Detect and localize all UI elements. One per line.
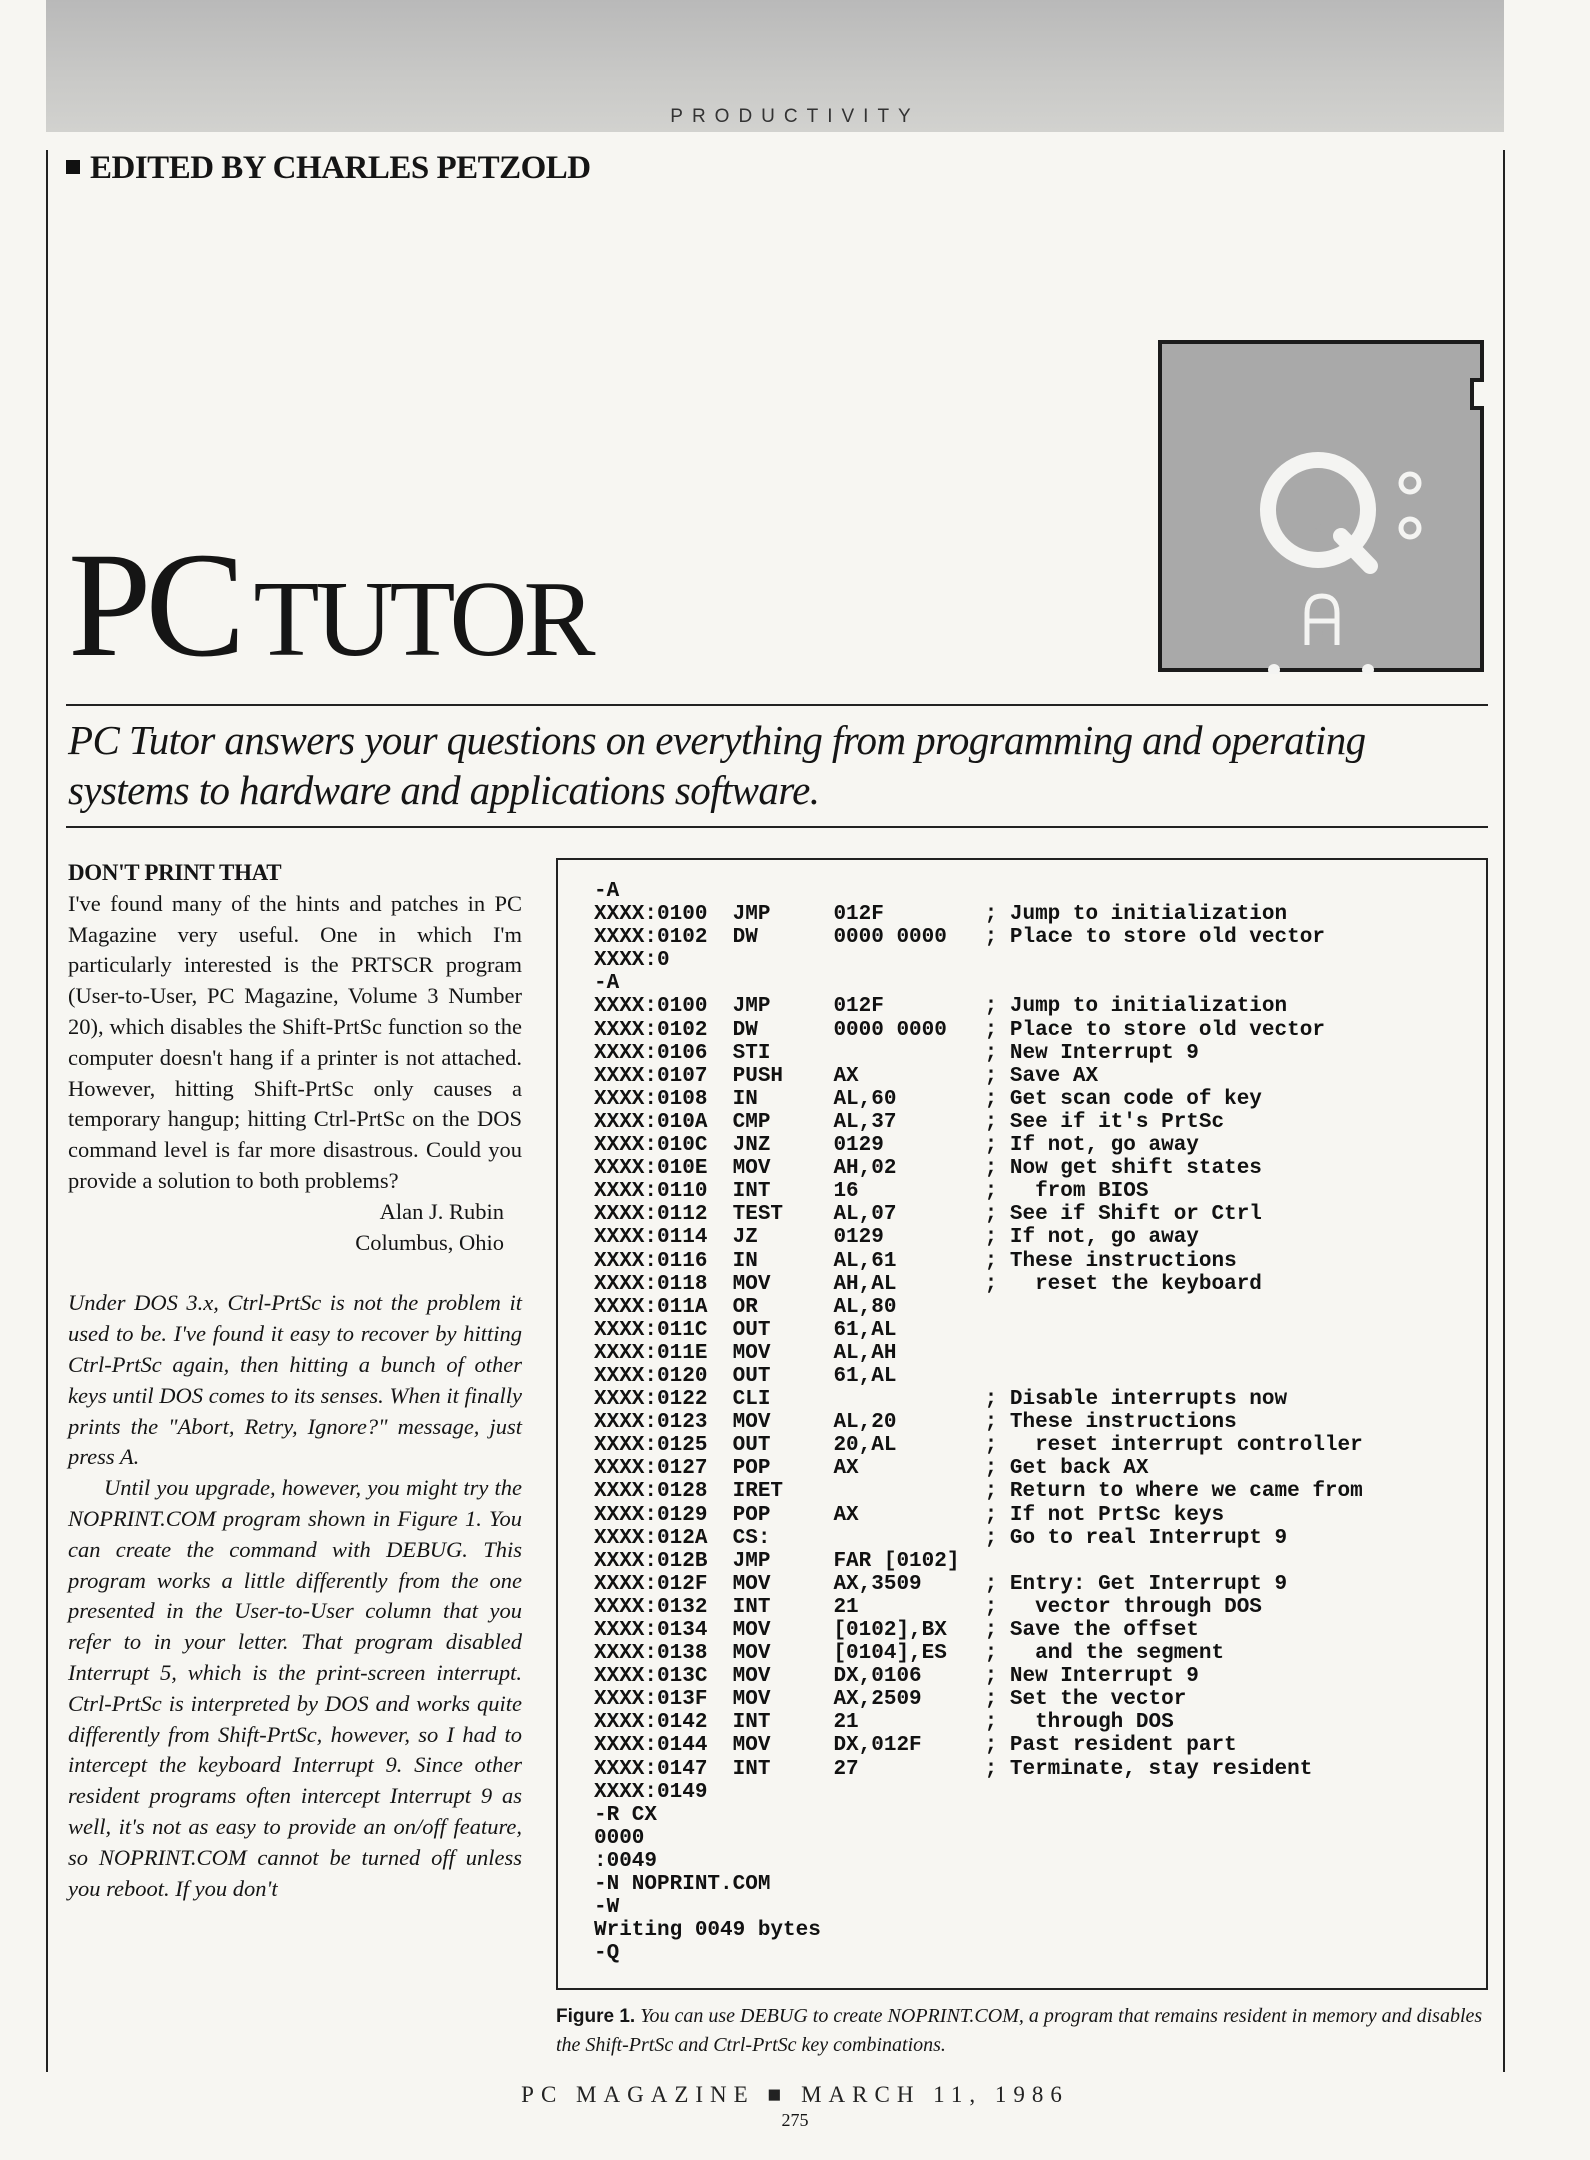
code-line: XXXX:0110 INT 16 ; from BIOS xyxy=(594,1180,1149,1204)
code-line: -N NOPRINT.COM xyxy=(594,1873,771,1897)
code-line: XXXX:0128 IRET ; Return to where we came from xyxy=(594,1480,1363,1504)
bullet-square-icon xyxy=(66,160,80,174)
signature-name: Alan J. Rubin xyxy=(379,1198,504,1224)
code-line: -Q xyxy=(594,1942,620,1966)
caption-label: Figure 1. xyxy=(556,2006,636,2027)
section-label: PRODUCTIVITY xyxy=(670,106,920,127)
edited-by xyxy=(66,150,591,187)
code-line: XXXX:0118 MOV AH,AL ; reset the keyboard xyxy=(594,1272,1262,1296)
code-line: XXXX:010E MOV AH,02 ; Now get shift states xyxy=(594,1157,1262,1181)
answer-paragraph-2: Until you upgrade, however, you might try the NOPRINT.COM program shown in Figure 1. You can create the command with DEBUG. This program works a little differently from the one presented in the User-to-User column that you refer to in your letter. That program disabled Interrupt 5, which is the print-screen interrupt. Ctrl-PrtSc is interpreted by DOS and works quite differently from Shift-PrtSc, however, so I had to intercept the keyboard Interrupt 9. Since other resident programs often intercept Interrupt 9 as well, it's not as easy to provide an on/off feature, so NOPRINT.COM cannot be turned off unless you reboot. If you don't xyxy=(68,1475,522,1901)
code-line: XXXX:0112 TEST AL,07 ; See if Shift or Ctrl xyxy=(594,1203,1262,1227)
code-line: XXXX:0127 POP AX ; Get back AX xyxy=(594,1457,1149,1481)
code-line: XXXX:0106 STI ; New Interrupt 9 xyxy=(594,1041,1199,1065)
code-line: XXXX:0116 IN AL,61 ; These instructions xyxy=(594,1249,1237,1273)
code-line: XXXX:0122 CLI ; Disable interrupts now xyxy=(594,1388,1288,1412)
code-line: XXXX:0 xyxy=(594,949,670,973)
code-line: XXXX:010A CMP AL,37 ; See if it's PrtSc xyxy=(594,1110,1225,1134)
debug-listing xyxy=(594,880,1486,1965)
page-footer: PC MAGAZINE ■ MARCH 11, 1986 xyxy=(521,2082,1069,2107)
code-line: XXXX:0107 PUSH AX ; Save AX xyxy=(594,1064,1099,1088)
code-line: XXXX:0144 MOV DX,012F ; Past resident part xyxy=(594,1734,1237,1758)
paragraph-gap xyxy=(68,1258,522,1288)
code-line: XXXX:011E MOV AL,AH xyxy=(594,1341,897,1365)
caption-text: You can use DEBUG to create NOPRINT.COM, a program that remains resident in memory and disables the Shift-PrtSc and Ctrl-PrtSc key combinations. xyxy=(556,2005,1483,2056)
code-line: -R CX xyxy=(594,1803,658,1827)
answer-paragraph-1: Under DOS 3.x, Ctrl-PrtSc is not the problem it used to be. I've found it easy to recover by hitting Ctrl-PrtSc again, then hitting a bunch of other keys until DOS comes to its senses. When it finally prints the "Abort, Retry, Ignore?" message, just press A. xyxy=(68,1290,522,1470)
code-line: XXXX:0147 INT 27 ; Terminate, stay resident xyxy=(594,1757,1313,1781)
code-line: -A xyxy=(594,972,620,996)
logo-q-letter: Q xyxy=(1314,522,1322,533)
signature-place: Columbus, Ohio xyxy=(355,1229,504,1255)
code-line: XXXX:0123 MOV AL,20 ; These instructions xyxy=(594,1411,1237,1435)
code-line: XXXX:0125 OUT 20,AL ; reset interrupt controller xyxy=(594,1434,1363,1458)
code-line: XXXX:011C OUT 61,AL xyxy=(594,1318,897,1342)
title-rule xyxy=(66,704,1488,706)
right-frame-line xyxy=(1503,150,1505,2072)
article-column xyxy=(68,858,522,1904)
code-line: XXXX:012A CS: ; Go to real Interrupt 9 xyxy=(594,1526,1288,1550)
code-line: XXXX:012B JMP FAR [0102] xyxy=(594,1549,960,1573)
code-line: XXXX:0138 MOV [0104],ES ; and the segment xyxy=(594,1642,1225,1666)
code-line: XXXX:013C MOV DX,0106 ; New Interrupt 9 xyxy=(594,1665,1199,1689)
figure-1-code-box xyxy=(556,858,1488,1990)
code-line: :0049 xyxy=(594,1849,658,1873)
code-line: XXXX:012F MOV AX,3509 ; Entry: Get Interrupt 9 xyxy=(594,1572,1288,1596)
code-line: XXXX:011A OR AL,80 xyxy=(594,1295,897,1319)
code-line: 0000 xyxy=(594,1826,645,1850)
reader-letter: I've found many of the hints and patches in PC Magazine very useful. One in which I'm particularly interested is the PRTSCR program (User-to-User, PC Magazine, Volume 3 Number 20), which disables the Shift-PrtSc function so the computer doesn't hang if a printer is not attached. However, hitting Shift-PrtSc only causes a temporary hangup; hitting Ctrl-PrtSc on the DOS command level is far more disastrous. Could you provide a solution to both problems? xyxy=(68,890,522,1193)
code-line: XXXX:0129 POP AX ; If not PrtSc keys xyxy=(594,1503,1225,1527)
title-pc: PC xyxy=(68,522,240,688)
code-line: XXXX:013F MOV AX,2509 ; Set the vector xyxy=(594,1688,1187,1712)
code-line: XXXX:0100 JMP 012F ; Jump to initialization xyxy=(594,995,1288,1019)
edited-by-text: EDITED BY CHARLES PETZOLD xyxy=(90,150,591,186)
code-line: XXXX:0102 DW 0000 0000 ; Place to store old vector xyxy=(594,926,1325,950)
code-line: XXXX:0108 IN AL,60 ; Get scan code of key xyxy=(594,1087,1262,1111)
code-line: XXXX:0149 xyxy=(594,1780,708,1804)
code-line: -W xyxy=(594,1896,620,1920)
code-line: Writing 0049 bytes xyxy=(594,1919,821,1943)
code-line: XXXX:0100 JMP 012F ; Jump to initialization xyxy=(594,903,1288,927)
page-number: 275 xyxy=(781,2110,809,2130)
left-frame-line xyxy=(46,150,48,2072)
deck-rule xyxy=(66,826,1488,828)
code-line: XXXX:0114 JZ 0129 ; If not, go away xyxy=(594,1226,1199,1250)
code-line: XXXX:0102 DW 0000 0000 ; Place to store old vector xyxy=(594,1018,1325,1042)
title-tutor: TUTOR xyxy=(253,560,592,679)
article-heading: DON'T PRINT THAT xyxy=(68,860,282,885)
code-line: XXXX:010C JNZ 0129 ; If not, go away xyxy=(594,1134,1199,1158)
code-line: XXXX:0120 OUT 61,AL xyxy=(594,1364,897,1388)
logo-a-letter: A xyxy=(1318,630,1326,641)
code-line: XXXX:0132 INT 21 ; vector through DOS xyxy=(594,1595,1262,1619)
code-line: -A xyxy=(594,880,620,903)
floppy-disk-logo-icon xyxy=(1156,338,1486,674)
code-line: XXXX:0142 INT 21 ; through DOS xyxy=(594,1711,1174,1735)
deck-subtitle: PC Tutor answers your questions on everything from programming and operating systems to hardware and applications software. xyxy=(68,717,1366,813)
code-line: XXXX:0134 MOV [0102],BX ; Save the offset xyxy=(594,1619,1199,1642)
page-title xyxy=(68,522,592,688)
figure-caption xyxy=(556,2002,1488,2059)
